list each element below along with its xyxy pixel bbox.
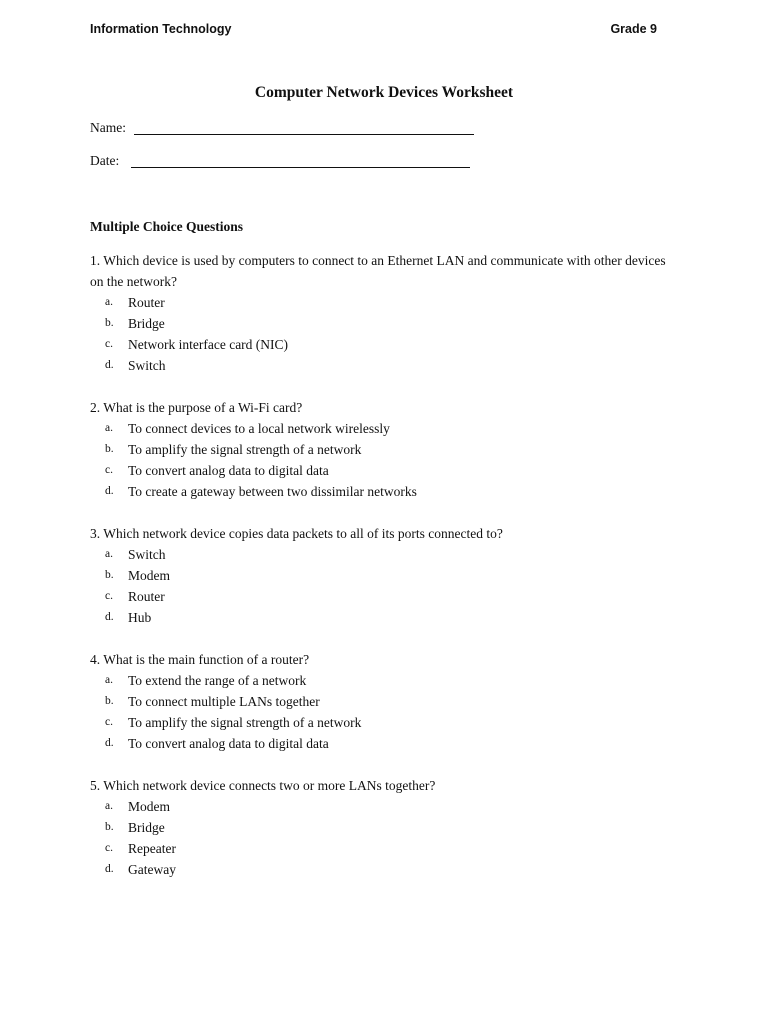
- option-text: To convert analog data to digital data: [128, 736, 329, 751]
- option-letter: d.: [105, 485, 114, 497]
- option-text: Router: [128, 589, 165, 604]
- option-text: To connect multiple LANs together: [128, 694, 320, 709]
- answer-option: [90, 313, 670, 334]
- option-text: Gateway: [128, 862, 176, 877]
- option-text: To amplify the signal strength of a network: [128, 442, 362, 457]
- grade-label: Grade 9: [610, 22, 657, 36]
- option-letter: b.: [105, 821, 114, 833]
- option-letter: d.: [105, 359, 114, 371]
- question-3: [90, 523, 670, 628]
- answer-option: [90, 355, 670, 376]
- answer-option: [90, 733, 670, 754]
- worksheet-title: Computer Network Devices Worksheet: [254, 84, 514, 101]
- option-text: To convert analog data to digital data: [128, 463, 329, 478]
- option-letter: d.: [105, 611, 114, 623]
- question-4: [90, 649, 670, 754]
- question-5: [90, 775, 670, 880]
- answer-option: [90, 838, 670, 859]
- option-text: To extend the range of a network: [128, 673, 307, 688]
- answer-options: [90, 418, 670, 502]
- option-letter: b.: [105, 317, 114, 329]
- answer-option: [90, 607, 670, 628]
- option-text: Modem: [128, 568, 170, 583]
- option-letter: c.: [105, 338, 113, 350]
- date-field: [90, 153, 119, 173]
- answer-option: [90, 670, 670, 691]
- answer-option: [90, 439, 670, 460]
- option-text: Hub: [128, 610, 152, 625]
- option-text: Router: [128, 295, 165, 310]
- answer-option: [90, 334, 670, 355]
- option-letter: d.: [105, 737, 114, 749]
- answer-option: [90, 544, 670, 565]
- option-text: To connect devices to a local network wirelessly: [128, 421, 390, 436]
- page-header: [90, 22, 657, 42]
- answer-option: [90, 292, 670, 313]
- answer-option: [90, 460, 670, 481]
- question-text: 3. Which network device copies data packets to all of its ports connected to?: [90, 526, 503, 541]
- option-letter: b.: [105, 569, 114, 581]
- name-field: [90, 120, 126, 140]
- answer-option: [90, 712, 670, 733]
- answer-option: [90, 796, 670, 817]
- option-text: Bridge: [128, 316, 165, 331]
- option-letter: c.: [105, 464, 113, 476]
- option-letter: c.: [105, 716, 113, 728]
- option-text: To create a gateway between two dissimilar networks: [128, 484, 417, 499]
- option-text: Modem: [128, 799, 170, 814]
- option-text: To amplify the signal strength of a network: [128, 715, 362, 730]
- option-letter: c.: [105, 842, 113, 854]
- answer-option: [90, 418, 670, 439]
- question-1: [90, 250, 670, 376]
- answer-option: [90, 481, 670, 502]
- answer-option: [90, 565, 670, 586]
- answer-option: [90, 817, 670, 838]
- option-text: Bridge: [128, 820, 165, 835]
- answer-options: [90, 292, 670, 376]
- option-letter: c.: [105, 590, 113, 602]
- option-text: Switch: [128, 358, 166, 373]
- option-text: Switch: [128, 547, 166, 562]
- option-letter: a.: [105, 674, 113, 686]
- date-answer-line[interactable]: [131, 167, 470, 168]
- question-text: 5. Which network device connects two or more LANs together?: [90, 778, 436, 793]
- question-text: 4. What is the main function of a router?: [90, 652, 310, 667]
- answer-options: [90, 670, 670, 754]
- question-text: 2. What is the purpose of a Wi-Fi card?: [90, 400, 303, 415]
- answer-options: [90, 544, 670, 628]
- name-answer-line[interactable]: [134, 134, 474, 135]
- option-letter: b.: [105, 695, 114, 707]
- option-text: Repeater: [128, 841, 176, 856]
- answer-options: [90, 796, 670, 880]
- option-letter: a.: [105, 548, 113, 560]
- answer-option: [90, 691, 670, 712]
- option-letter: a.: [105, 296, 113, 308]
- subject-label: Information Technology: [90, 22, 232, 36]
- question-2: [90, 397, 670, 502]
- option-text: Network interface card (NIC): [128, 337, 289, 352]
- option-letter: b.: [105, 443, 114, 455]
- answer-option: [90, 859, 670, 880]
- answer-option: [90, 586, 670, 607]
- name-label: Name:: [90, 120, 126, 135]
- question-text: 1. Which device is used by computers to connect to an Ethernet LAN and communicate with other devices on the network?: [90, 253, 666, 289]
- question-list: [90, 250, 670, 901]
- option-letter: a.: [105, 422, 113, 434]
- section-title: Multiple Choice Questions: [90, 219, 244, 234]
- option-letter: a.: [105, 800, 113, 812]
- date-label: Date:: [90, 153, 120, 168]
- option-letter: d.: [105, 863, 114, 875]
